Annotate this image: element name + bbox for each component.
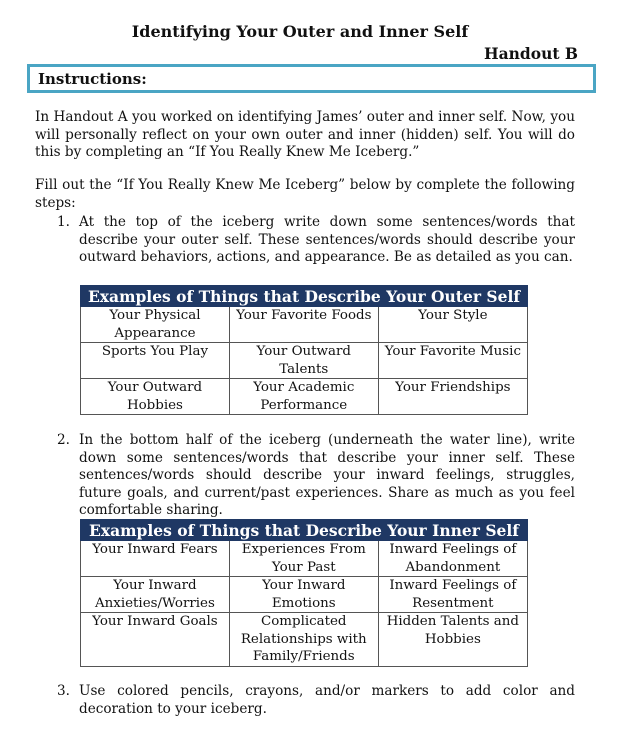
step-number: 1.	[57, 214, 70, 230]
table-cell: Your Physical Appearance	[81, 307, 230, 343]
step-number: 2.	[57, 432, 70, 448]
table-row	[81, 577, 528, 613]
table-header: Examples of Things that Describe Your Outer Self	[81, 286, 528, 307]
table-cell: Complicated Relationships with Family/Friends	[229, 613, 378, 667]
step-1	[57, 214, 575, 267]
handout-label: Handout B	[483, 44, 578, 63]
step-number: 3.	[57, 683, 70, 699]
step-text: Use colored pencils, crayons, and/or markers to add color and decoration to your iceberg.	[79, 683, 575, 717]
table-cell: Your Academic Performance	[229, 379, 378, 415]
step-2	[57, 432, 575, 520]
table-row	[81, 307, 528, 343]
steps-intro-paragraph: Fill out the “If You Really Knew Me Iceberg” below by complete the following steps:	[35, 177, 575, 211]
table-cell: Experiences From Your Past	[229, 541, 378, 577]
outer-self-table	[80, 285, 528, 415]
table-header: Examples of Things that Describe Your Inner Self	[81, 520, 528, 541]
table-cell: Your Inward Emotions	[229, 577, 378, 613]
table-cell: Your Inward Anxieties/Worries	[81, 577, 230, 613]
table-cell: Your Inward Fears	[81, 541, 230, 577]
table-cell: Inward Feelings of Abandonment	[378, 541, 527, 577]
table-row	[81, 343, 528, 379]
table-cell: Your Style	[378, 307, 527, 343]
instructions-label: Instructions:	[38, 70, 147, 88]
intro-paragraph: In Handout A you worked on identifying James’ outer and inner self. Now, you will personally reflect on your own outer and inner (hidden) self. You will do this by completing an “If You Really Knew Me Iceberg.”	[35, 109, 575, 160]
table-cell: Your Friendships	[378, 379, 527, 415]
table-row	[81, 541, 528, 577]
step-3	[57, 683, 575, 718]
step-text: In the bottom half of the iceberg (underneath the water line), write down some sentences/words that describe your inner self. These sentences/words should describe your inward feelings, struggles, future goals, and current/past experiences. Share as much as you feel comfortable sharing.	[79, 432, 575, 518]
table-cell: Sports You Play	[81, 343, 230, 379]
table-cell: Hidden Talents and Hobbies	[378, 613, 527, 667]
table-cell: Your Outward Talents	[229, 343, 378, 379]
table-cell: Inward Feelings of Resentment	[378, 577, 527, 613]
step-text: At the top of the iceberg write down some sentences/words that describe your outer self. These sentences/words should describe your outward behaviors, actions, and appearance. Be as detailed as you can.	[79, 214, 575, 265]
table-row	[81, 379, 528, 415]
instructions-box	[27, 64, 596, 93]
table-cell: Your Outward Hobbies	[81, 379, 230, 415]
inner-self-table	[80, 519, 528, 667]
page-title: Identifying Your Outer and Inner Self	[131, 22, 469, 41]
table-cell: Your Favorite Foods	[229, 307, 378, 343]
table-row	[81, 613, 528, 667]
table-cell: Your Favorite Music	[378, 343, 527, 379]
table-cell: Your Inward Goals	[81, 613, 230, 667]
